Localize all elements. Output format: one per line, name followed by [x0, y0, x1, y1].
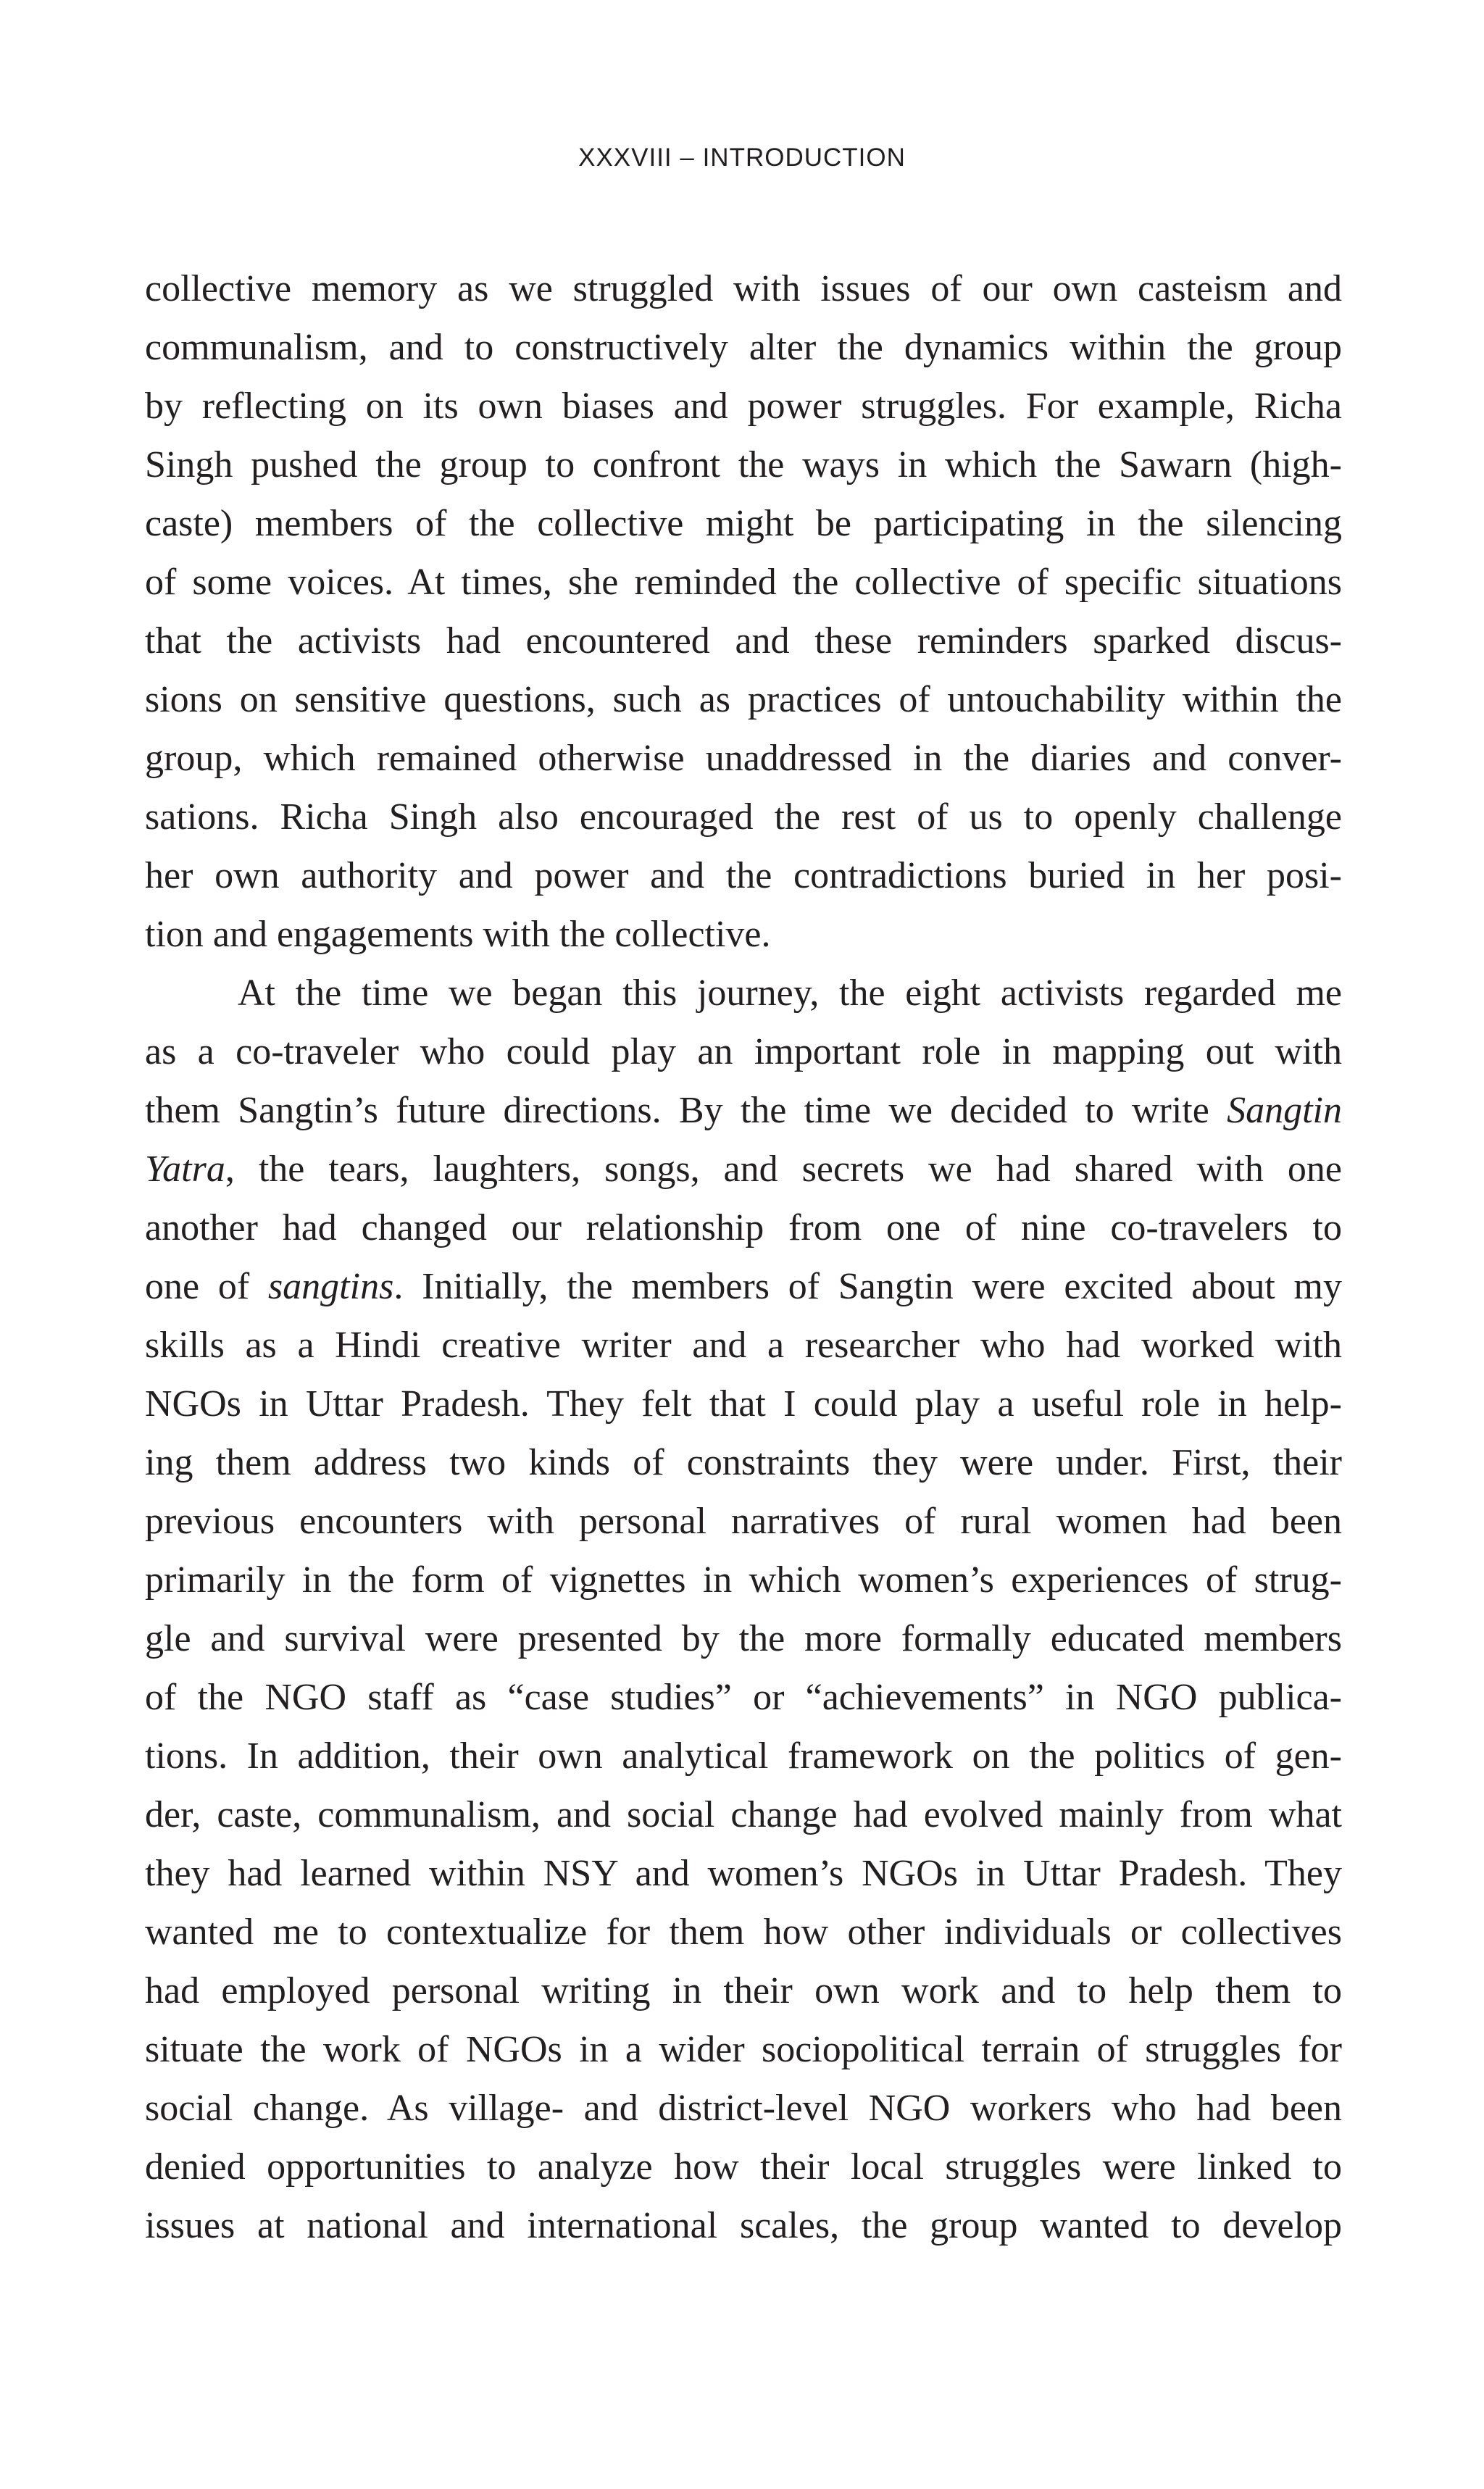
text-line: collective memory as we struggled with issues of our own casteism and [145, 268, 1342, 309]
text-line: tions. In addition, their own analytical framework on the politics of gen- [145, 1735, 1342, 1777]
text-line: primarily in the form of vignettes in which women’s experiences of strug- [145, 1559, 1342, 1601]
text-run: them Sangtin’s future directions. By the time we decided to write [145, 1090, 1227, 1131]
text-line: issues at national and international scales, the group wanted to develop [145, 2205, 1342, 2246]
text-line: that the activists had encountered and these reminders sparked discus- [145, 620, 1342, 662]
text-line: At the time we began this journey, the eight activists regarded me [238, 972, 1342, 1014]
text-line: der, caste, communalism, and social change had evolved mainly from what [145, 1794, 1342, 1835]
text-line: they had learned within NSY and women’s NGOs in Uttar Pradesh. They [145, 1853, 1342, 1894]
text-line: sions on sensitive questions, such as practices of untouchability within the [145, 679, 1342, 720]
text-run: one of [145, 1266, 268, 1307]
running-head: XXXVIII – INTRODUCTION [578, 143, 906, 172]
text-line: social change. As village- and district-level NGO workers who had been [145, 2088, 1342, 2129]
text-line: gle and survival were presented by the more formally educated members [145, 1618, 1342, 1659]
text-line: of the NGO staff as “case studies” or “achievements” in NGO publica- [145, 1677, 1342, 1718]
book-title-italic: Sangtin [1227, 1090, 1342, 1131]
text-line: wanted me to contextualize for them how other individuals or collectives [145, 1911, 1342, 1953]
text-run: , the tears, laughters, songs, and secrets we had shared with one [225, 1148, 1342, 1190]
text-line: situate the work of NGOs in a wider sociopolitical terrain of struggles for [145, 2029, 1342, 2070]
text-line: Singh pushed the group to confront the ways in which the Sawarn (high- [145, 444, 1342, 485]
text-line [145, 1257, 1342, 1316]
text-line: another had changed our relationship from one of nine co-travelers to [145, 1207, 1342, 1248]
body-text [145, 259, 1342, 2255]
text-line: skills as a Hindi creative writer and a researcher who had worked with [145, 1325, 1342, 1366]
text-line: as a co-traveler who could play an important role in mapping out with [145, 1031, 1342, 1072]
text-line: NGOs in Uttar Pradesh. They felt that I could play a useful role in help- [145, 1383, 1342, 1425]
text-line: of some voices. At times, she reminded the collective of specific situations [145, 562, 1342, 603]
text-line: had employed personal writing in their own work and to help them to [145, 1970, 1342, 2011]
text-run: . Initially, the members of Sangtin were excited about my [393, 1266, 1342, 1307]
text-line: communalism, and to constructively alter the dynamics within the group [145, 327, 1342, 368]
text-line: her own authority and power and the contradictions buried in her posi- [145, 855, 1342, 896]
text-line [145, 1081, 1342, 1140]
text-line [145, 1140, 1342, 1198]
text-line: sations. Richa Singh also encouraged the rest of us to openly challenge [145, 796, 1342, 838]
text-line: previous encounters with personal narratives of rural women had been [145, 1501, 1342, 1542]
text-line: ing them address two kinds of constraints they were under. First, their [145, 1442, 1342, 1483]
text-line: group, which remained otherwise unaddressed in the diaries and conver- [145, 738, 1342, 779]
paragraph [145, 259, 1342, 964]
text-line: denied opportunities to analyze how their local struggles were linked to [145, 2146, 1342, 2188]
paragraph [145, 964, 1342, 2255]
text-line: tion and engagements with the collective. [145, 914, 771, 955]
book-title-italic: Yatra [145, 1148, 225, 1190]
text-line: caste) members of the collective might be participating in the silencing [145, 503, 1342, 544]
term-italic: sangtins [267, 1266, 394, 1307]
text-line: by reflecting on its own biases and power struggles. For example, Richa [145, 385, 1342, 427]
